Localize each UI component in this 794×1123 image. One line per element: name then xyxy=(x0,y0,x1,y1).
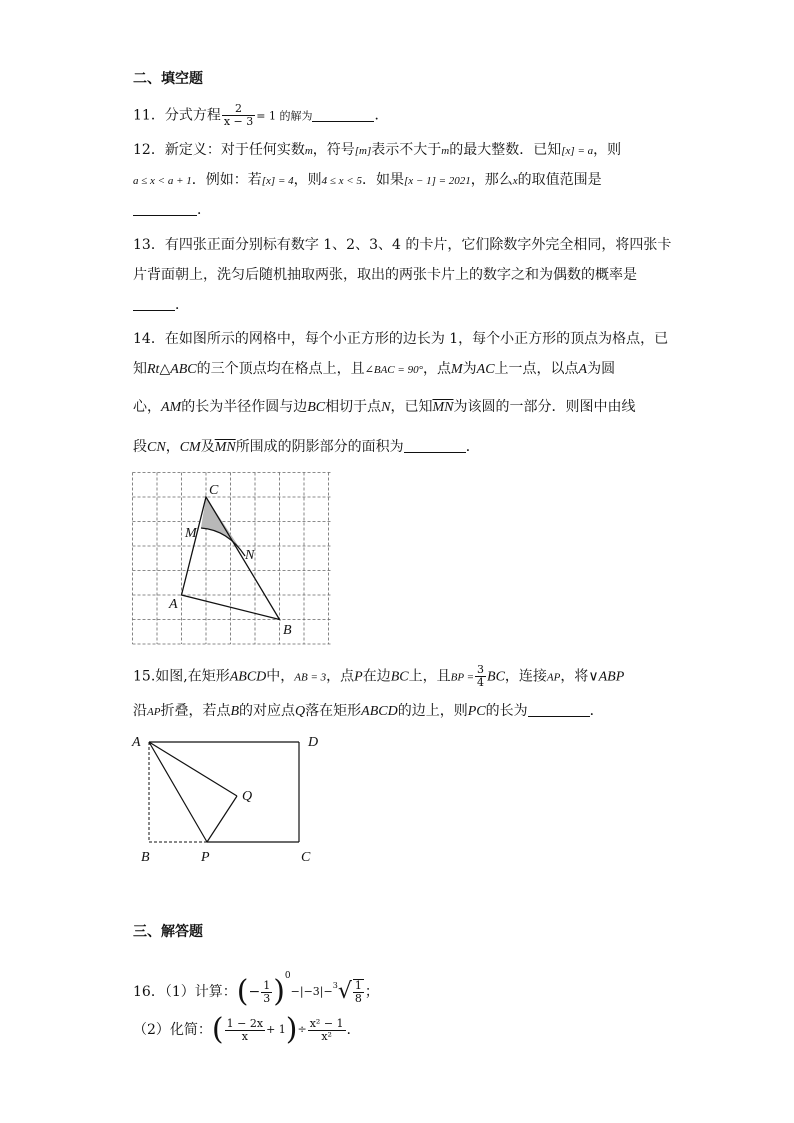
label-p: P xyxy=(201,850,210,865)
question-text: （2）化简： xyxy=(133,1022,212,1038)
question-text: ，已知 xyxy=(390,399,433,415)
math-expr: [m] xyxy=(354,145,372,157)
question-number: 16． xyxy=(133,984,165,1000)
fraction xyxy=(261,980,272,1005)
question-14-line-1 xyxy=(133,330,668,348)
punctuation: ． xyxy=(589,703,604,719)
question-text: 沿 xyxy=(133,703,147,719)
math-expr: ∠BAC = 90° xyxy=(364,364,423,376)
math-var: AP xyxy=(147,706,161,718)
question-text: 知 xyxy=(133,361,147,377)
section-title-fill-in: 二、填空题 xyxy=(133,71,203,87)
math-var: CM xyxy=(179,440,201,455)
left-paren: ( xyxy=(236,974,249,1009)
label-q: Q xyxy=(242,789,253,804)
math-var: B xyxy=(230,704,240,719)
question-text: ，那么 xyxy=(470,172,513,188)
math-var: ABCD xyxy=(361,704,398,719)
root-index: 3 xyxy=(332,981,338,990)
math-expr: BP = xyxy=(450,671,475,684)
math-var: m xyxy=(441,145,450,157)
question-number: 14． xyxy=(133,331,165,347)
math-var: M xyxy=(450,362,463,377)
math-arc: $\overline{MN}$ xyxy=(214,440,236,455)
fraction xyxy=(475,664,486,689)
question-text: 为 xyxy=(462,361,477,377)
question-text: 的长为半径作圆与边 xyxy=(181,399,308,415)
math-arc: $\overline{MN}$ xyxy=(432,400,454,415)
label-b: B xyxy=(283,623,292,638)
math-var: N xyxy=(381,400,391,415)
question-text: 的三个顶点均在格点上，且 xyxy=(196,361,365,377)
math-var: m xyxy=(304,145,313,157)
question-text: 上一点，以点 xyxy=(494,361,579,377)
question-text: 及 xyxy=(200,439,215,455)
math-var: BC xyxy=(487,669,505,685)
question-text: 新定义：对于任何实数 xyxy=(164,142,305,158)
answer-blank[interactable] xyxy=(404,438,466,453)
question-text: 如图,在矩形 xyxy=(155,668,230,685)
question-number: 11． xyxy=(133,107,165,124)
segment-aq xyxy=(149,742,237,796)
fraction-denominator: 8 xyxy=(354,992,362,1005)
math-var: AM xyxy=(161,400,182,415)
question-text: 表示不大于 xyxy=(371,142,442,158)
question-text: 心， xyxy=(133,399,161,415)
math-expr: [x] = 4 xyxy=(261,175,294,187)
radical-sign: √ xyxy=(337,979,352,1004)
question-text: 在如图所示的网格中，每个小正方形的边长为 1，每个小正方形的顶点为格点，已 xyxy=(164,331,669,347)
math-var: A xyxy=(578,362,588,377)
fraction-denominator: 4 xyxy=(477,676,485,689)
fraction xyxy=(353,979,364,1005)
question-text: 为圆 xyxy=(587,361,616,377)
fraction-denominator: x − 3 xyxy=(223,115,254,128)
question-14-line-4 xyxy=(133,438,480,457)
left-paren: ( xyxy=(211,1012,224,1047)
question-text: 折叠，若点 xyxy=(160,703,231,719)
question-text: ，符号 xyxy=(312,142,355,158)
fraction-numerator: 3 xyxy=(477,663,485,676)
punctuation: ． xyxy=(175,297,189,313)
question-text: 所围成的阴影部分的面积为 xyxy=(235,439,404,455)
fraction-denominator: x xyxy=(241,1029,248,1043)
fraction-numerator: 1 xyxy=(354,979,362,992)
math-expr: [x − 1] = 2021 xyxy=(403,175,471,187)
question-text: 在边 xyxy=(362,668,391,685)
question-15-line-1 xyxy=(133,664,624,689)
math-expr: 4 ≤ x < 5 xyxy=(321,175,362,187)
question-13-line-1 xyxy=(133,236,671,254)
label-a: A xyxy=(169,597,178,612)
question-12-line-2 xyxy=(133,171,602,190)
label-m: M xyxy=(185,526,197,541)
math-var: Q xyxy=(295,704,306,719)
answer-blank[interactable] xyxy=(133,296,175,311)
fraction xyxy=(308,1018,346,1043)
label-b: B xyxy=(141,850,150,865)
answer-blank[interactable] xyxy=(312,107,374,122)
answer-blank[interactable] xyxy=(528,702,590,717)
punctuation: ． xyxy=(197,202,211,218)
math-var: BC xyxy=(390,669,409,685)
fraction-denominator: x² xyxy=(321,1029,332,1043)
question-number: 15. xyxy=(133,668,156,685)
question-text: 有四张正面分别标有数字 1、2、3、4 的卡片，它们除数字外完全相同，将四张卡 xyxy=(164,237,672,253)
fraction-denominator: 3 xyxy=(263,991,271,1005)
question-15-line-2 xyxy=(133,702,604,721)
question-text: ，则 xyxy=(593,142,622,158)
question-text: ，点 xyxy=(326,668,355,685)
right-paren: ) xyxy=(285,1012,298,1047)
math-var: BC xyxy=(307,400,326,415)
fold-line-ap xyxy=(149,742,207,842)
question-text: 的取值范围是 xyxy=(517,172,602,188)
punctuation: ． xyxy=(374,107,389,124)
fraction-numerator: 1 − 2x xyxy=(226,1016,264,1030)
math-var: AP xyxy=(546,671,561,684)
label-d: D xyxy=(308,735,319,750)
question-text: ， xyxy=(165,439,180,455)
question-text: ，将 xyxy=(560,668,589,685)
math-operator: ÷ xyxy=(297,1023,307,1036)
punctuation: ． xyxy=(465,439,480,455)
question-number: 12． xyxy=(133,142,165,158)
punctuation: ； xyxy=(364,984,379,1000)
question-14-line-3 xyxy=(133,398,635,417)
question-text: = 1 的解为 xyxy=(256,109,313,123)
question-text: ．例如：若 xyxy=(191,172,262,188)
question-text: ，连接 xyxy=(504,668,547,685)
math-var: AC xyxy=(476,362,495,377)
question-number: 13． xyxy=(133,237,165,253)
question-text: 相切于点 xyxy=(325,399,382,415)
math-expr: ∨ABP xyxy=(588,669,625,685)
label-c: C xyxy=(209,483,219,498)
question-13-line-2: 片背面朝上，洗匀后随机抽取两张，取出的两张卡片上的数字之和为偶数的概率是 xyxy=(133,267,637,283)
math-expr: [x] = a xyxy=(561,145,594,157)
question-13-line-3 xyxy=(133,296,189,314)
fraction xyxy=(225,1018,265,1043)
math-var: PC xyxy=(467,704,486,719)
math-expr: −|−3|− xyxy=(290,985,333,998)
fraction-numerator: 1 xyxy=(263,978,271,992)
exponent: 0 xyxy=(284,971,291,981)
question-text: 为该圆的一部分．则图中由线 xyxy=(453,399,636,415)
question-16-part-2 xyxy=(133,1010,351,1050)
right-paren: ) xyxy=(273,974,285,1009)
math-expr: + 1 xyxy=(266,1023,286,1036)
figure-15-rectangle xyxy=(128,730,328,870)
question-text: 上，且 xyxy=(408,668,451,685)
punctuation: . xyxy=(346,1022,351,1038)
question-text: 分式方程 xyxy=(164,107,221,124)
segment-qp xyxy=(207,796,237,842)
question-16-part-1: 16．（1）计算：(− $\frac{1}{3}$ )$^0$−|−3|−$^3$√ $\frac{1}{8}$ ； xyxy=(133,971,379,1009)
question-text: 的边上，则 xyxy=(397,703,468,719)
question-11 xyxy=(133,103,388,128)
figure-14-grid xyxy=(132,472,336,652)
question-text: （1）计算： xyxy=(164,984,237,1000)
question-14-line-2 xyxy=(133,360,615,379)
question-text: 段 xyxy=(133,439,147,455)
question-text: ，则 xyxy=(293,172,322,188)
label-n: N xyxy=(245,548,255,563)
question-12-line-1 xyxy=(133,141,621,160)
math-var: P xyxy=(354,669,363,685)
label-a: A xyxy=(132,735,141,750)
math-var: ABCD xyxy=(229,669,267,685)
section-title-solutions: 三、解答题 xyxy=(133,924,203,940)
question-text: 的最大整数．已知 xyxy=(449,142,562,158)
question-text: 的对应点 xyxy=(239,703,296,719)
question-text: 落在矩形 xyxy=(305,703,362,719)
question-text: ．如果 xyxy=(361,172,404,188)
label-c: C xyxy=(301,850,311,865)
answer-blank[interactable] xyxy=(133,201,197,216)
question-text: 的长为 xyxy=(485,703,528,719)
fraction-numerator: x² − 1 xyxy=(309,1016,344,1030)
question-text: ，点 xyxy=(422,361,451,377)
math-var: x xyxy=(512,175,518,187)
grid-lines xyxy=(133,473,332,645)
math-expr: AB = 3 xyxy=(294,671,327,684)
math-expr: Rt△ABC xyxy=(147,362,197,377)
math-expr: a ≤ x < a + 1 xyxy=(133,175,192,187)
question-text: 中， xyxy=(266,668,295,685)
fraction-numerator: 2 xyxy=(222,103,255,116)
question-12-line-3 xyxy=(133,201,211,219)
fraction xyxy=(222,103,255,128)
math-var: CN xyxy=(147,440,166,455)
